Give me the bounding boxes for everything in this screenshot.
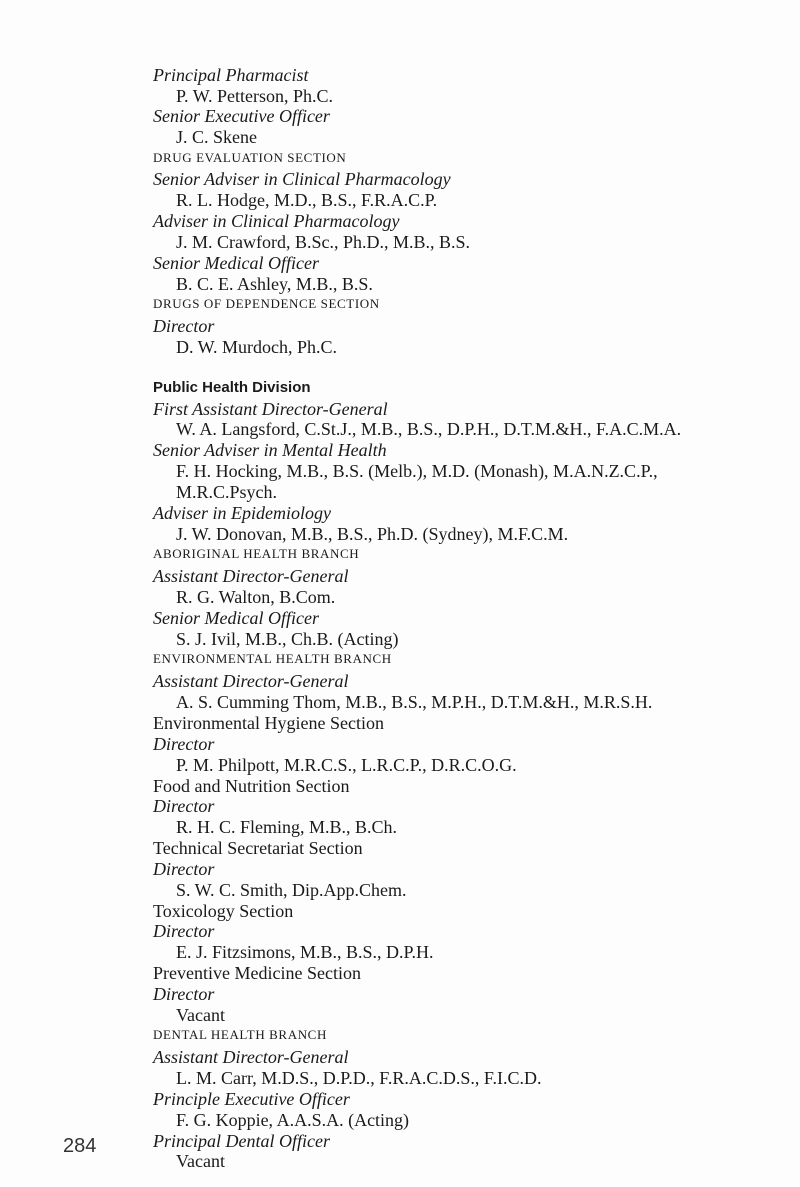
person-name: P. M. Philpott, M.R.C.S., L.R.C.P., D.R.C.O.G.: [176, 755, 517, 775]
position-title: Director: [153, 316, 215, 336]
person-name: E. J. Fitzsimons, M.B., B.S., D.P.H.: [176, 942, 434, 962]
subsection-heading: Food and Nutrition Section: [153, 776, 350, 796]
subsection-heading: Toxicology Section: [153, 901, 294, 921]
person-name: B. C. E. Ashley, M.B., B.S.: [176, 274, 373, 294]
position-title: Senior Executive Officer: [153, 106, 330, 126]
position-title: Senior Adviser in Clinical Pharmacology: [153, 169, 451, 189]
section-heading: DENTAL HEALTH BRANCH: [153, 1027, 327, 1042]
position-title: Principal Pharmacist: [153, 65, 309, 85]
person-name: S. W. C. Smith, Dip.App.Chem.: [176, 880, 407, 900]
person-name: W. A. Langsford, C.St.J., M.B., B.S., D.P.H., D.T.M.&H., F.A.C.M.A.: [176, 419, 682, 439]
person-name: D. W. Murdoch, Ph.C.: [176, 337, 338, 357]
position-title: First Assistant Director-General: [153, 399, 388, 419]
person-name: A. S. Cumming Thom, M.B., B.S., M.P.H., D.T.M.&H., M.R.S.H.: [176, 692, 653, 712]
section-heading: ABORIGINAL HEALTH BRANCH: [153, 546, 360, 561]
person-name: R. G. Walton, B.Com.: [176, 587, 336, 607]
position-title: Assistant Director-General: [153, 671, 349, 691]
person-name: J. W. Donovan, M.B., B.S., Ph.D. (Sydney), M.F.C.M.: [176, 524, 569, 544]
position-title: Senior Medical Officer: [153, 253, 319, 273]
division-heading: Public Health Division: [153, 379, 311, 396]
person-name-continued: M.R.C.Psych.: [176, 482, 278, 502]
person-name: P. W. Petterson, Ph.C.: [176, 86, 334, 106]
person-name: S. J. Ivil, M.B., Ch.B. (Acting): [176, 629, 399, 649]
person-name: F. G. Koppie, A.A.S.A. (Acting): [176, 1110, 410, 1130]
position-title: Director: [153, 921, 215, 941]
subsection-heading: Environmental Hygiene Section: [153, 713, 384, 733]
position-title: Principal Dental Officer: [153, 1131, 330, 1151]
position-title: Director: [153, 859, 215, 879]
position-title: Senior Medical Officer: [153, 608, 319, 628]
person-name: L. M. Carr, M.D.S., D.P.D., F.R.A.C.D.S., F.I.C.D.: [176, 1068, 542, 1088]
section-heading: ENVIRONMENTAL HEALTH BRANCH: [153, 651, 392, 666]
person-name: R. L. Hodge, M.D., B.S., F.R.A.C.P.: [176, 190, 438, 210]
position-title: Senior Adviser in Mental Health: [153, 440, 387, 460]
person-name: Vacant: [176, 1005, 225, 1025]
section-heading: DRUGS OF DEPENDENCE SECTION: [153, 296, 380, 311]
subsection-heading: Technical Secretariat Section: [153, 838, 363, 858]
person-name: F. H. Hocking, M.B., B.S. (Melb.), M.D. (Monash), M.A.N.Z.C.P.,: [176, 461, 658, 481]
position-title: Assistant Director-General: [153, 566, 349, 586]
position-title: Assistant Director-General: [153, 1047, 349, 1067]
position-title: Adviser in Clinical Pharmacology: [153, 211, 400, 231]
position-title: Director: [153, 734, 215, 754]
section-heading: DRUG EVALUATION SECTION: [153, 150, 347, 165]
position-title: Director: [153, 984, 215, 1004]
subsection-heading: Preventive Medicine Section: [153, 963, 361, 983]
page-number: 284: [63, 1135, 97, 1157]
person-name: Vacant: [176, 1151, 225, 1171]
person-name: J. C. Skene: [176, 127, 257, 147]
position-title: Principle Executive Officer: [153, 1089, 350, 1109]
position-title: Director: [153, 796, 215, 816]
position-title: Adviser in Epidemiology: [153, 503, 331, 523]
person-name: J. M. Crawford, B.Sc., Ph.D., M.B., B.S.: [176, 232, 471, 252]
person-name: R. H. C. Fleming, M.B., B.Ch.: [176, 817, 398, 837]
